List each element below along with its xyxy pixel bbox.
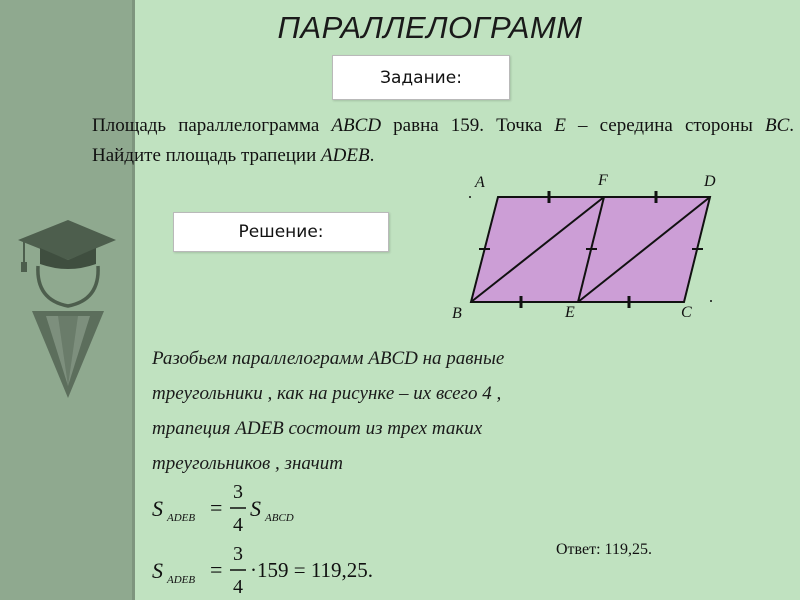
problem-statement: Площадь параллелограмма ABCD равна 159. Точка E – середина стороны BC. Найдите площадь трапеции ADEB. bbox=[92, 115, 794, 166]
page-title: ПАРАЛЛЕЛОГРАММ bbox=[277, 10, 583, 45]
parallelogram-figure bbox=[440, 168, 740, 328]
formula2-rest: ·159 = 119,25. bbox=[250, 558, 374, 582]
solution-label: Решение: bbox=[238, 222, 324, 242]
formula-area-ratio bbox=[146, 478, 326, 538]
point-label-e: E bbox=[565, 304, 575, 321]
formula1-lhs-sub: ADEB bbox=[167, 512, 196, 524]
formula1-rhs-sub: ABCD bbox=[265, 512, 294, 524]
solution-line-2: треугольники , как на рисунке – их всего 4 , bbox=[152, 383, 502, 404]
task-label: Задание: bbox=[380, 67, 462, 88]
solution-line-1: Разобьем параллелограмм ABCD на равные bbox=[152, 348, 505, 369]
head-outline bbox=[38, 266, 98, 306]
formula1-equals: = bbox=[210, 495, 223, 520]
formula1-s: S bbox=[152, 496, 163, 521]
dot-left bbox=[469, 196, 471, 198]
formula2-numerator: 3 bbox=[233, 543, 243, 565]
formula-area-result bbox=[146, 540, 406, 600]
task-label-box bbox=[332, 55, 510, 100]
point-label-c: C bbox=[681, 304, 692, 321]
solution-line-3: трапеция ADEB состоит из трех таких bbox=[152, 418, 483, 439]
point-label-b: B bbox=[452, 305, 462, 322]
dot-right bbox=[710, 300, 712, 302]
point-label-a: A bbox=[475, 174, 485, 191]
formula2-s: S bbox=[152, 558, 163, 583]
formula1-s-right: S bbox=[250, 496, 261, 521]
solution-label-box bbox=[173, 212, 389, 252]
formula2-lhs-sub: ADEB bbox=[167, 574, 196, 586]
formula2-denominator: 4 bbox=[233, 576, 243, 598]
formula1-numerator: 3 bbox=[233, 481, 243, 503]
graduate-icon bbox=[14, 218, 118, 400]
solution-line-4: треугольников , значит bbox=[152, 453, 343, 474]
formula1-denominator: 4 bbox=[233, 514, 243, 536]
point-label-f: F bbox=[598, 172, 608, 189]
point-label-d: D bbox=[704, 173, 716, 190]
mortarboard-top bbox=[18, 220, 116, 260]
formula2-equals: = bbox=[210, 557, 223, 582]
answer-text: Ответ: 119,25. bbox=[556, 541, 652, 558]
tassel bbox=[21, 262, 27, 272]
solution-text bbox=[152, 341, 622, 481]
